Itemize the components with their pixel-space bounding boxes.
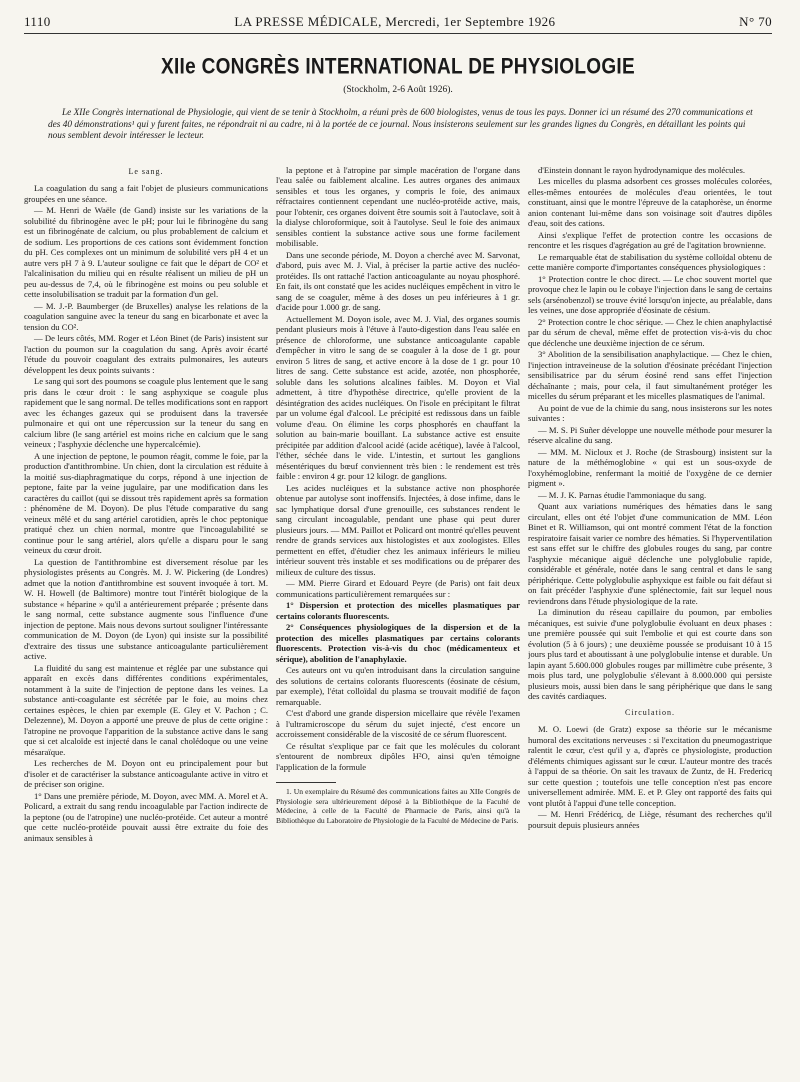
paragraph: — M. J. K. Parnas étudie l'ammoniaque du sang. xyxy=(538,489,707,500)
paragraph: Au point de vue de la chimie du sang, nous insisterons sur les notes suivantes : xyxy=(528,402,772,424)
paragraph: Les recherches de M. Doyon ont eu principalement pour but d'isoler et de caractériser la substance anticoagulante active in vitro et de préciser son origine. xyxy=(24,758,268,790)
paragraph: Quant aux variations numériques des hématies dans le sang circulant, elles ont été l'objet d'une communication de MM. Léon Binet et R. Williamson, qui ont montré comment l'état de la fonction respiratoire faisait varier ce nombre des hématies. Si l'hyperventilation est sans effet sur le chiffre des globules rouges du sang, par contre l'asphyxie mécanique aiguë déclenche une polyglobulie rapide, considérable et générale, notée dans le sang central et dans le sang périphérique. Cette polyglobulie asphyxique est faible ou fait défaut si on fait précéder l'asphyxie d'une splénectomie, fait sur lequel nous reviendrons dans l'étude physiologique de la rate. xyxy=(528,501,772,606)
paragraph: — MM. Pierre Girard et Edouard Peyre (de Paris) ont fait deux communications particulièrement remarquées sur : xyxy=(276,578,520,599)
paragraph: — MM. M. Nicloux et J. Roche (de Strasbourg) insistent sur la nature de la méthémoglobine « qui est un sous-oxyde de l'oxyhémoglobine, renfermant la moitié de l'oxygène de ce dernier pigment ». xyxy=(528,446,772,489)
paragraph: 1° Dans une première période, M. Doyon, avec MM. A. Morel et A. Policard, a extrait du sang rendu incoagulable par l'action indirecte de la peptone (ou de l'atropine) une nucléo-protéide. Cet auteur a montré que cette nucléo-protéide pouvait aussi être extraite du foie des animaux sensibles à xyxy=(24,790,268,843)
paragraph: 3° Abolition de la sensibilisation anaphylactique. — Chez le chien, l'injection intraveineuse de la solution d'éosinate précédant l'injection sensibilisatrice par du sérum éosiné rend sans effet l'injection déchaînante ; mais, pour cela, il faut simultanément protéger les micelles du sérum préparant et les micelles plasmatiques de l'animal. xyxy=(528,349,772,402)
column-1 xyxy=(24,165,268,845)
paragraph: 1° Protection contre le choc direct. — Le choc souvent mortel que provoque chez le lapin ou le cobaye l'injection dans le sang de certains sels (arsénobenzol) se trouve évité lorsqu'on injecte, au préalable, dans les veines, une dose appropriée d'éosinate de césium. xyxy=(528,273,772,316)
paragraph: La fluidité du sang est maintenue et réglée par une substance qui apparaît en excès dans différentes conditions expérimentales, notamment à la suite de l'injection de peptone dans les veines. La substance anti-coagulante est sécrétée par le foie, au moins chez certaines espèces, le chien par exemple (E. Gley et V. Pachon ; C. Delezenne), M. Doyon a apporté une preuve de plus de cette origine : l'atropine ne provoque l'apparition de la substance active dans le sang que si cet alcaloïde est injecté dans le canal cholédoque ou une veine mésaraïque. xyxy=(24,662,268,757)
paragraph: la peptone et à l'atropine par simple macération de l'organe dans l'eau salée ou faiblement alcaline. Les autres organes des animaux sensibles et tous les organes, y compris le foie, des animaux réfractaires contiennent cependant une nucléo-protéide active, mais, pour l'obtenir, ces organes doivent être soumis soit à l'autoclave, soit à la dialyse chloroformique, soit à l'autolyse. Seul le foie des animaux sensibles contient la substance active sous une forme facilement mobilisable. xyxy=(276,164,520,249)
footnote-rule xyxy=(276,782,336,783)
running-title: LA PRESSE MÉDICALE, Mercredi, 1er Septembre 1926 xyxy=(234,14,556,29)
paragraph: La coagulation du sang a fait l'objet de plusieurs communications groupées en une séance. xyxy=(24,183,268,204)
paragraph: La question de l'antithrombine est diversement résolue par les physiologistes présents au Congrès. M. J. W. Pickering (de Londres) admet que la notion d'antithrombine est souvent invoquée à tort. M. W. H. Howell (de Baltimore) montre tout l'intérêt biologique de la substance « héparine » qu'il a antérieurement préparée ; présente dans le sang normal, cette substance augmente sous l'influence d'une injection de peptone. Mais nous devons surtout souligner l'intéressante communication de M. Doyon (de Lyon) qui insiste sur la possibilité d'extraire des tissus une substance anticoagulante particulièrement active. xyxy=(24,556,268,662)
paragraph: 1° Dispersion et protection des micelles plasmatiques par certains colorants fluorescents. xyxy=(276,600,520,621)
article-columns xyxy=(24,165,772,845)
paragraph: C'est d'abord une grande dispersion micellaire que révèle l'examen à l'ultramicroscope du sérum du sujet injecté, c'est encore un accroissement considérable de la viscosité de ce sérum fluorescent. xyxy=(276,708,520,740)
section-heading-sang: Le sang. xyxy=(128,166,164,176)
paragraph: A une injection de peptone, le poumon réagit, comme le foie, par la production d'antithrombine. Un chien, dont la circulation est réduite à la moitié sus-diaphragmatique du corps, répond à une injection de peptone, faite par la veine jugulaire, par une modification dans les caractères du caillot (qui se dissout très rapidement après sa formation : phénomène de M. Doyon). De plus l'étude comparative du sang veineux mêlé et du sang artériel carotidien, après le choc peptonique pratiqué chez un chien normal, montre que l'incoagulabilité se continue pour le sang artériel, alors qu'elle a disparu pour le sang veineux du cœur droit. xyxy=(24,450,268,556)
paragraph: La diminution du réseau capillaire du poumon, par embolies mécaniques, est suivie d'une polyglobulie évoluant en deux phases : une première poussée qui suit l'embolie et qui est courte dans son évolution (5 à 6 jours) ; une deuxième poussée se produisant 10 à 15 jours plus tard et aboutissant à une polyglobulie intense et durable. Un lapin ayant 5.600.000 globules rouges par millimètre cube présente, 3 mois plus tard, une polyglobulie s'élevant à 8.000.000 qui persiste plusieurs mois, aussi bien dans le sang périphérique que dans le sang des cavités cardiaques. xyxy=(528,607,772,702)
paragraph: M. O. Loewi (de Gratz) expose sa théorie sur le mécanisme humoral des excitations nerveuses : si l'excitation du pneumogastrique ralentit le cœur, c'est qu'il y a, d'après ce physiologiste, production d'éléments chimiques agissant sur le cœur. L'auteur montre des tracés à l'appui de sa théorie. On sait les travaux de Zuntz, de H. Fredericq sur cette question ; toutefois une telle conception n'est pas encore universellement admirée. MM. E. et P. Gley ont rapporté des faits qui vont plutôt à l'appui d'une telle conception. xyxy=(528,724,772,808)
column-2 xyxy=(276,165,520,845)
footnote: 1. Un exemplaire du Résumé des communications faites au XIIe Congrès de Physiologie sera ultérieurement déposé à la Bibliothèque de la Faculté de Médecine, à celle de la Faculté de Pharmacie de Paris, ainsi qu'à la Bibliothèque du Laboratoire de Physiologie de la Faculté de Médecine de Paris. xyxy=(276,787,520,825)
paragraph: — M. S. Pi Suñer développe une nouvelle méthode pour mesurer la réserve alcaline du sang. xyxy=(528,424,772,446)
article-title: XIIe CONGRÈS INTERNATIONAL DE PHYSIOLOGIE xyxy=(161,55,635,80)
paragraph: 2° Conséquences physiologiques de la dispersion et de la protection des micelles plasmatiques par certains colorants fluorescents. Protection vis-à-vis du choc (médicamenteux et sérique), abolition de l'anaphylaxie. xyxy=(276,622,520,664)
paragraph: Dans une seconde période, M. Doyon a cherché avec M. Sarvonat, d'abord, puis avec M. J. Vial, à préciser la partie active des nucléo-protéides. Ils ont rattaché l'action anticoagulante au noyau phosphoré. En fait, ils ont constaté que les acides nucléiques empêchent in vitro le sang de se coaguler, même à des doses un peu inférieures à 1 gr. d'acide pour 1.000 gr. de sang. xyxy=(276,249,520,313)
paragraph: d'Einstein donnant le rayon hydrodynamique des molécules. xyxy=(538,164,746,175)
article-intro: Le XIIe Congrès international de Physiologie, qui vient de se tenir à Stockholm, a réuni près de 600 biologistes, venus de tous les pays. Donner ici un résumé des 270 communications et des 40 démonstrations¹ qui y furent faites, ne répondrait ni au cadre, ni à la portée de ce journal. Nous insisterons seulement sur les grandes lignes du Congrès, en détaillant les points qui nous semblent devoir intéresser le lecteur. xyxy=(48,108,753,142)
paragraph: Ces auteurs ont vu qu'en introduisant dans la circulation sanguine des solutions de certains colorants fluorescents (éosinate de césium, par exemple), l'état colloïdal du plasma se trouvait modifié de façon remarquable. xyxy=(276,665,520,707)
section-heading-circulation: Circulation. xyxy=(625,707,675,717)
article-subtitle: (Stockholm, 2-6 Août 1926). xyxy=(343,85,453,95)
paragraph: — M. Henri de Waële (de Gand) insiste sur les variations de la solubilité du fibrinogène avec le pH; pour lui le fibrinogène du sang est un fibrinogénate de calcium, ou plus probablement de calcium et de sodium. Les proportions de ces cations sont évidemment fonction du pH. Ces complexes ont un minimum de solubilité vers pH 4 et un autre vers pH 7 à 9. L'auteur souligne ce fait que le départ de CO² et l'alcalinisation du milieu qui en résulte réalisent un milieu de pH un peu au-dessus de 7,4, où le fibrinogène est moins ou peu soluble et cette insolubilisation se traduit par la formation d'un gel. xyxy=(24,205,268,300)
paragraph: — M. J.-P. Baumberger (de Bruxelles) analyse les relations de la coagulation sanguine avec la teneur du sang en bicarbonate et avec la tension du CO². xyxy=(24,300,268,332)
paragraph: Les acides nucléiques et la substance active non phosphorée obtenue par autolyse sont inoffensifs. Injectées, à dose infime, dans le sac lymphatique dorsal d'une grenouille, ces substances rendent le sang circulant incoagulable, pendant une phase qui peut durer plusieurs jours. — MM. Paillot et Policard ont montré qu'elles peuvent rendre de grands services aux histologistes et aux zoologistes. Elles permettent en effet, d'étudier chez les animaux inférieurs le milieu intérieur souvent très instable et ses modifications ou de préparer des milieux de culture des tissus. xyxy=(276,482,520,577)
issue-number: N° 70 xyxy=(739,14,772,29)
page-number: 1110 xyxy=(24,14,51,29)
paragraph: Le sang qui sort des poumons se coagule plus lentement que le sang pris dans le cœur droit : le sang asphyxique se coagule plus rapidement que le sang normal. De telles modifications sont en rapport avec les échanges gazeux qui se produisent dans la traversée pulmonaire et qui ont une répercussion sur la teneur du sang en calcium libre (le sang artériel est moins riche en calcium que le sang veineux ; l'asphyxie déclenche une hypercalcémie). xyxy=(24,376,268,450)
paragraph: — De leurs côtés, MM. Roger et Léon Binet (de Paris) insistent sur l'action du poumon sur la coagulation du sang. Après avoir écarté l'étude du pouvoir coagulant des extraits pulmonaires, les auteurs développent les deux points suivants : xyxy=(24,333,268,375)
column-3 xyxy=(528,165,772,845)
paragraph: Ce résultat s'explique par ce fait que les molécules du colorant s'entourent de nombreux dipôles H²O, ainsi qu'en témoigne l'application de la formule xyxy=(276,740,520,772)
paragraph: Ainsi s'explique l'effet de protection contre les occasions de rencontre et les risques d'agrégation au gré de l'agitation brownienne. xyxy=(528,229,772,251)
running-header xyxy=(24,14,772,34)
paragraph: Actuellement M. Doyon isole, avec M. J. Vial, des organes soumis pendant plusieurs mois à l'étuve à l'auto-digestion dans l'eau salée en présence de chloroforme, une substance anticoagulante capable d'empêcher in vitro le sang de se coaguler à la dose de 1 gr. pour environ 5 litres de sang, et active encore à la dose de 1 gr. pour 10 litres de sang. Cette substance est acide, azotée, non phosphorée, soluble dans les solutions alcalines faibles. M. Doyon et Vial admettent, à titre d'hypothèse directrice, qu'elle provient de la désintégration des acides nucléiques. On l'isole en précipitant le filtrat par un volume égal d'alcool. Le précipité est redissous dans un faible volume d'eau. On élimine les corps phosphorés en chauffant la solution au bain-marie bouillant. La substance active est ensuite précipitée par addition d'alcool acidé (acide acétique), lavée à l'alcool, l'éther, séchée dans le vide. L'intestin, et surtout les ganglions mésentériques du bœuf conviennent très bien : le rendement est très faible : environ 4 gr. pour 12 kilogr. de ganglions. xyxy=(276,313,520,482)
paragraph: 2° Protection contre le choc sérique. — Chez le chien anaphylactisé par du sérum de cheval, même effet de protection vis-à-vis du choc que déclenche une deuxième injection de ce sérum. xyxy=(528,316,772,348)
paragraph: Le remarquable état de stabilisation du système colloïdal obtenu de cette manière comporte d'importantes conséquences physiologiques : xyxy=(528,251,772,273)
paragraph: — M. Henri Frédéricq, de Liège, résumant des recherches qu'il poursuit depuis plusieurs années xyxy=(528,809,772,830)
paragraph: Les micelles du plasma adsorbent ces grosses molécules colorées, elles-mêmes entourées de molécules d'eau orientées, le tout constituant, ainsi que le montre l'épreuve de la cataphorèse, un énorme anion contenant lui-même dans son voisinage soit d'autres dipôles d'eau, soit des cations. xyxy=(528,176,772,229)
